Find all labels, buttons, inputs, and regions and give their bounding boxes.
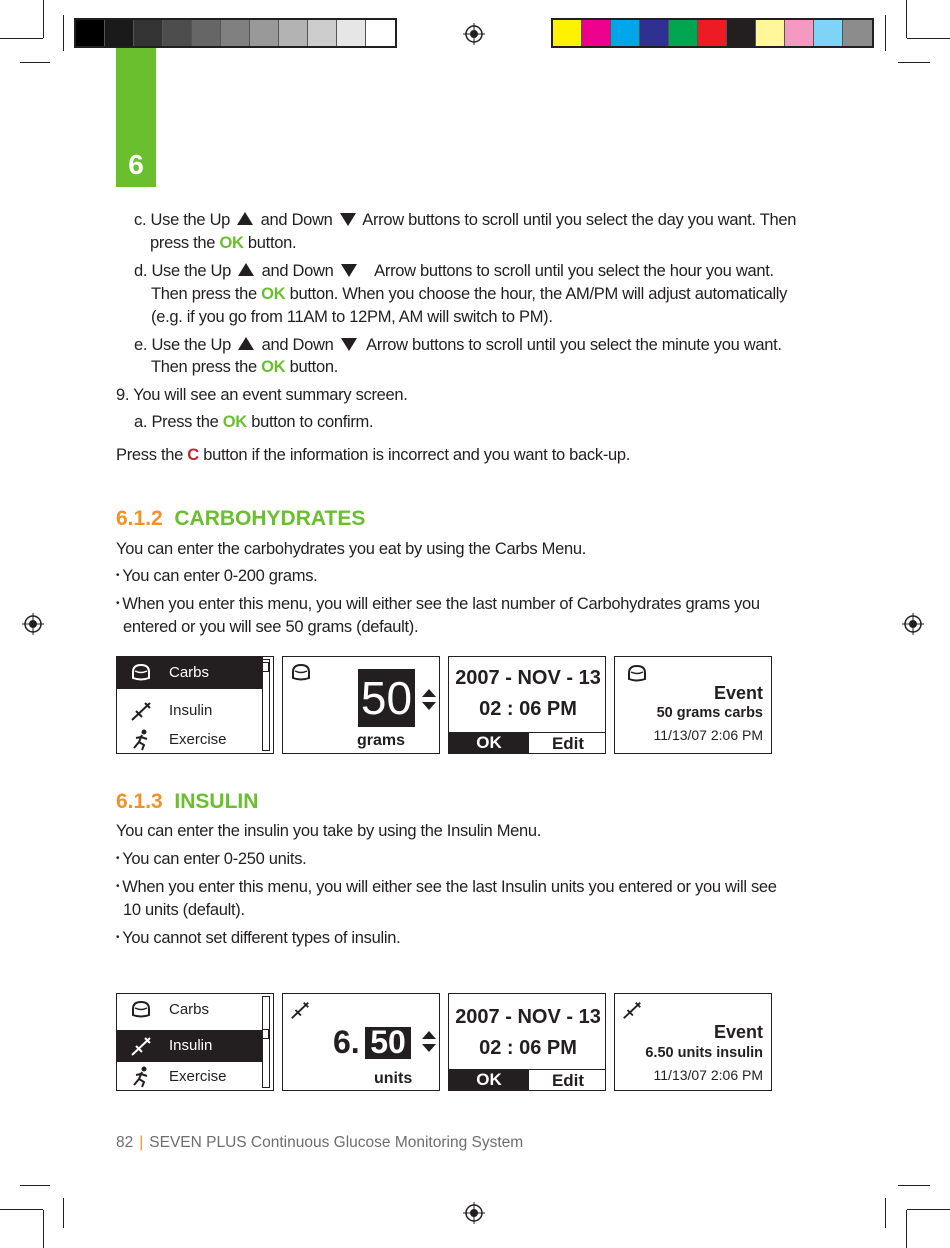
bullet: •	[116, 570, 120, 581]
carbs-intro: You can enter the carbohydrates you eat by using the Carbs Menu.	[116, 540, 586, 558]
insulin-value-integer: 6.	[333, 1024, 360, 1060]
insulin-bullet-2-cont: 10 units (default).	[123, 901, 245, 919]
ok-label: OK	[261, 358, 286, 376]
syringe-icon	[129, 700, 153, 722]
text: button.	[289, 358, 338, 376]
menu-label: Exercise	[169, 731, 227, 748]
crop-mark	[20, 1185, 50, 1186]
color-bar	[551, 18, 874, 48]
step-d-line2	[151, 283, 787, 306]
color-swatch	[814, 20, 843, 46]
color-swatch	[843, 20, 872, 46]
page-footer	[116, 1134, 523, 1152]
exercise-icon	[129, 729, 153, 751]
text: You can enter 0-200 grams.	[122, 567, 318, 585]
step-d-line1	[134, 260, 774, 283]
color-swatch	[76, 20, 105, 46]
text: You cannot set different types of insulin.	[122, 929, 401, 947]
insulin-unit: units	[374, 1070, 413, 1087]
crop-mark	[898, 62, 930, 63]
section-number: 6.1.2	[116, 507, 163, 530]
down-arrow-icon	[340, 213, 356, 226]
text: d. Use the Up	[134, 262, 231, 280]
color-swatch	[279, 20, 308, 46]
menu-item-exercise	[117, 1061, 263, 1091]
section-number: 6.1.3	[116, 790, 163, 813]
ok-softkey: OK	[449, 1070, 529, 1090]
text: Press the	[116, 446, 183, 464]
color-swatch	[611, 20, 640, 46]
text: and Down	[261, 262, 334, 280]
crop-mark	[906, 1210, 907, 1248]
step-e-line1	[134, 334, 782, 357]
menu-label: Carbs	[169, 1001, 210, 1018]
text: a. Press the	[134, 413, 219, 431]
menu-item-carbs	[117, 657, 263, 689]
exercise-icon	[129, 1066, 153, 1088]
ok-edit-bar	[449, 732, 606, 753]
text: button to confirm.	[251, 413, 374, 431]
syringe-icon	[129, 1035, 153, 1057]
ok-softkey: OK	[449, 733, 529, 753]
color-swatch	[582, 20, 611, 46]
crop-mark	[885, 1198, 886, 1228]
section-title: INSULIN	[174, 790, 259, 813]
date-time-screen	[448, 656, 606, 754]
crop-mark	[0, 38, 43, 39]
text: button.	[247, 234, 297, 252]
text: e. Use the Up	[134, 336, 231, 354]
event-detail: 6.50 units insulin	[645, 1045, 763, 1061]
carbs-unit: grams	[357, 732, 406, 749]
section-heading-insulin	[116, 790, 258, 814]
section-heading-carbs	[116, 507, 365, 531]
edit-softkey: Edit	[551, 734, 585, 753]
crop-mark	[43, 0, 44, 38]
crop-mark	[43, 1210, 44, 1248]
text: press the	[150, 234, 216, 252]
color-swatch	[669, 20, 698, 46]
crop-mark	[63, 15, 64, 51]
up-arrow-icon	[237, 212, 253, 225]
event-date: 2007 - NOV - 13	[455, 1006, 601, 1028]
text: button. When you choose the hour, the AM/PM will adjust automatically	[289, 285, 788, 303]
grayscale-bar	[74, 18, 397, 48]
carbs-icon	[129, 999, 153, 1021]
color-swatch	[553, 20, 582, 46]
scroll-thumb	[262, 662, 269, 672]
text: and Down	[261, 336, 334, 354]
color-swatch	[756, 20, 785, 46]
color-swatch	[366, 20, 395, 46]
color-swatch	[785, 20, 814, 46]
crop-mark	[906, 0, 907, 38]
color-swatch	[308, 20, 337, 46]
date-time-screen	[448, 993, 606, 1091]
registration-mark-icon	[22, 613, 44, 635]
bullet: •	[116, 853, 120, 864]
registration-mark-icon	[463, 1202, 485, 1224]
text: Then press the	[151, 285, 257, 303]
event-time: 02 : 06 PM	[479, 1037, 577, 1059]
scrollbar	[262, 659, 270, 751]
ok-edit-bar	[449, 1069, 606, 1090]
chapter-number: 6	[128, 149, 144, 180]
down-arrow-icon	[341, 264, 357, 277]
crop-mark	[907, 1209, 950, 1210]
insulin-bullet-3	[116, 927, 400, 952]
crop-mark	[20, 62, 50, 63]
edit-softkey: Edit	[551, 1071, 585, 1090]
menu-label: Insulin	[169, 1037, 213, 1054]
event-title: Event	[713, 683, 763, 703]
crop-mark	[63, 1198, 64, 1228]
event-timestamp: 11/13/07 2:06 PM	[653, 1067, 763, 1083]
color-swatch	[640, 20, 669, 46]
color-swatch	[134, 20, 163, 46]
up-down-arrows-icon	[420, 687, 438, 713]
carbs-value: 50	[360, 672, 413, 724]
press-c-note	[116, 444, 630, 467]
carbs-icon	[625, 663, 649, 685]
text: Then press the	[151, 358, 257, 376]
menu-screen-insulin-selected	[116, 993, 274, 1091]
text: Arrow buttons to scroll until you select the minute you want.	[366, 336, 782, 354]
menu-label: Exercise	[169, 1068, 227, 1085]
color-swatch	[163, 20, 192, 46]
up-arrow-icon	[238, 263, 254, 276]
menu-item-exercise	[117, 724, 263, 754]
color-swatch	[250, 20, 279, 46]
menu-item-insulin	[117, 695, 263, 727]
step-d-line3: (e.g. if you go from 11AM to 12PM, AM will switch to PM).	[151, 308, 553, 326]
crop-mark	[885, 15, 886, 51]
crop-mark	[0, 1209, 43, 1210]
syringe-icon	[289, 999, 311, 1021]
text: When you enter this menu, you will either see the last Insulin units you entered or you will see	[122, 878, 777, 896]
carbs-bullet-1	[116, 565, 317, 590]
registration-mark-icon	[463, 23, 485, 45]
step-c-line1	[134, 209, 796, 232]
step-c-prefix: c. Use the Up	[134, 211, 231, 229]
menu-label: Carbs	[169, 664, 210, 681]
color-swatch	[337, 20, 366, 46]
event-title: Event	[713, 1022, 763, 1042]
menu-item-insulin	[117, 1030, 263, 1062]
text: When you enter this menu, you will either see the last number of Carbohydrates grams you	[122, 595, 760, 613]
ok-label: OK	[261, 285, 286, 303]
menu-screen-carbs-selected	[116, 656, 274, 754]
up-arrow-icon	[238, 337, 254, 350]
menu-item-carbs	[117, 994, 263, 1026]
carbs-event-summary-screen	[614, 656, 772, 754]
event-time: 02 : 06 PM	[479, 698, 577, 720]
scrollbar	[262, 996, 270, 1088]
footer-title: SEVEN PLUS Continuous Glucose Monitoring System	[149, 1134, 524, 1151]
insulin-intro: You can enter the insulin you take by using the Insulin Menu.	[116, 822, 542, 840]
bullet: •	[116, 881, 120, 892]
section-title: CARBOHYDRATES	[174, 507, 366, 530]
ok-label: OK	[219, 234, 244, 252]
color-swatch	[221, 20, 250, 46]
carbs-icon	[289, 662, 313, 684]
bullet: •	[116, 598, 120, 609]
chapter-tab	[116, 48, 156, 187]
scroll-thumb	[262, 1029, 269, 1039]
menu-label: Insulin	[169, 702, 213, 719]
down-arrow-icon	[341, 338, 357, 351]
bullet: •	[116, 932, 120, 943]
crop-mark	[907, 38, 950, 39]
carbs-icon	[129, 662, 153, 684]
carbs-bullet-2-cont: entered or you will see 50 grams (default).	[123, 618, 419, 636]
step-c-rest: Arrow buttons to scroll until you select the day you want. Then	[362, 211, 797, 229]
color-swatch	[727, 20, 756, 46]
event-timestamp: 11/13/07 2:06 PM	[653, 727, 763, 743]
syringe-icon	[621, 999, 643, 1021]
up-down-arrows-icon	[420, 1029, 438, 1055]
carbs-bullet-2	[116, 593, 760, 618]
footer-separator: |	[139, 1134, 144, 1151]
event-date: 2007 - NOV - 13	[455, 667, 601, 689]
insulin-entry-screen	[282, 993, 440, 1091]
color-swatch	[192, 20, 221, 46]
color-swatch	[105, 20, 134, 46]
color-swatch	[698, 20, 727, 46]
step-e-line2	[151, 356, 338, 379]
registration-mark-icon	[902, 613, 924, 635]
carbs-entry-screen	[282, 656, 440, 754]
step-9a	[134, 411, 373, 434]
event-detail: 50 grams carbs	[656, 705, 763, 721]
crop-mark	[898, 1185, 930, 1186]
insulin-event-summary-screen	[614, 993, 772, 1091]
step-c-line2	[150, 232, 296, 255]
insulin-bullet-1	[116, 848, 306, 873]
step-9: 9. You will see an event summary screen.	[116, 386, 408, 404]
page-number: 82	[116, 1134, 134, 1151]
text: You can enter 0-250 units.	[122, 850, 307, 868]
insulin-value-fraction: 50	[370, 1024, 406, 1060]
step-c-and-down: and Down	[260, 211, 333, 229]
text: button if the information is incorrect and you want to back-up.	[203, 446, 631, 464]
c-button-label: C	[187, 446, 199, 464]
insulin-bullet-2	[116, 876, 777, 901]
text: Arrow buttons to scroll until you select the hour you want.	[374, 262, 774, 280]
ok-label: OK	[222, 413, 247, 431]
